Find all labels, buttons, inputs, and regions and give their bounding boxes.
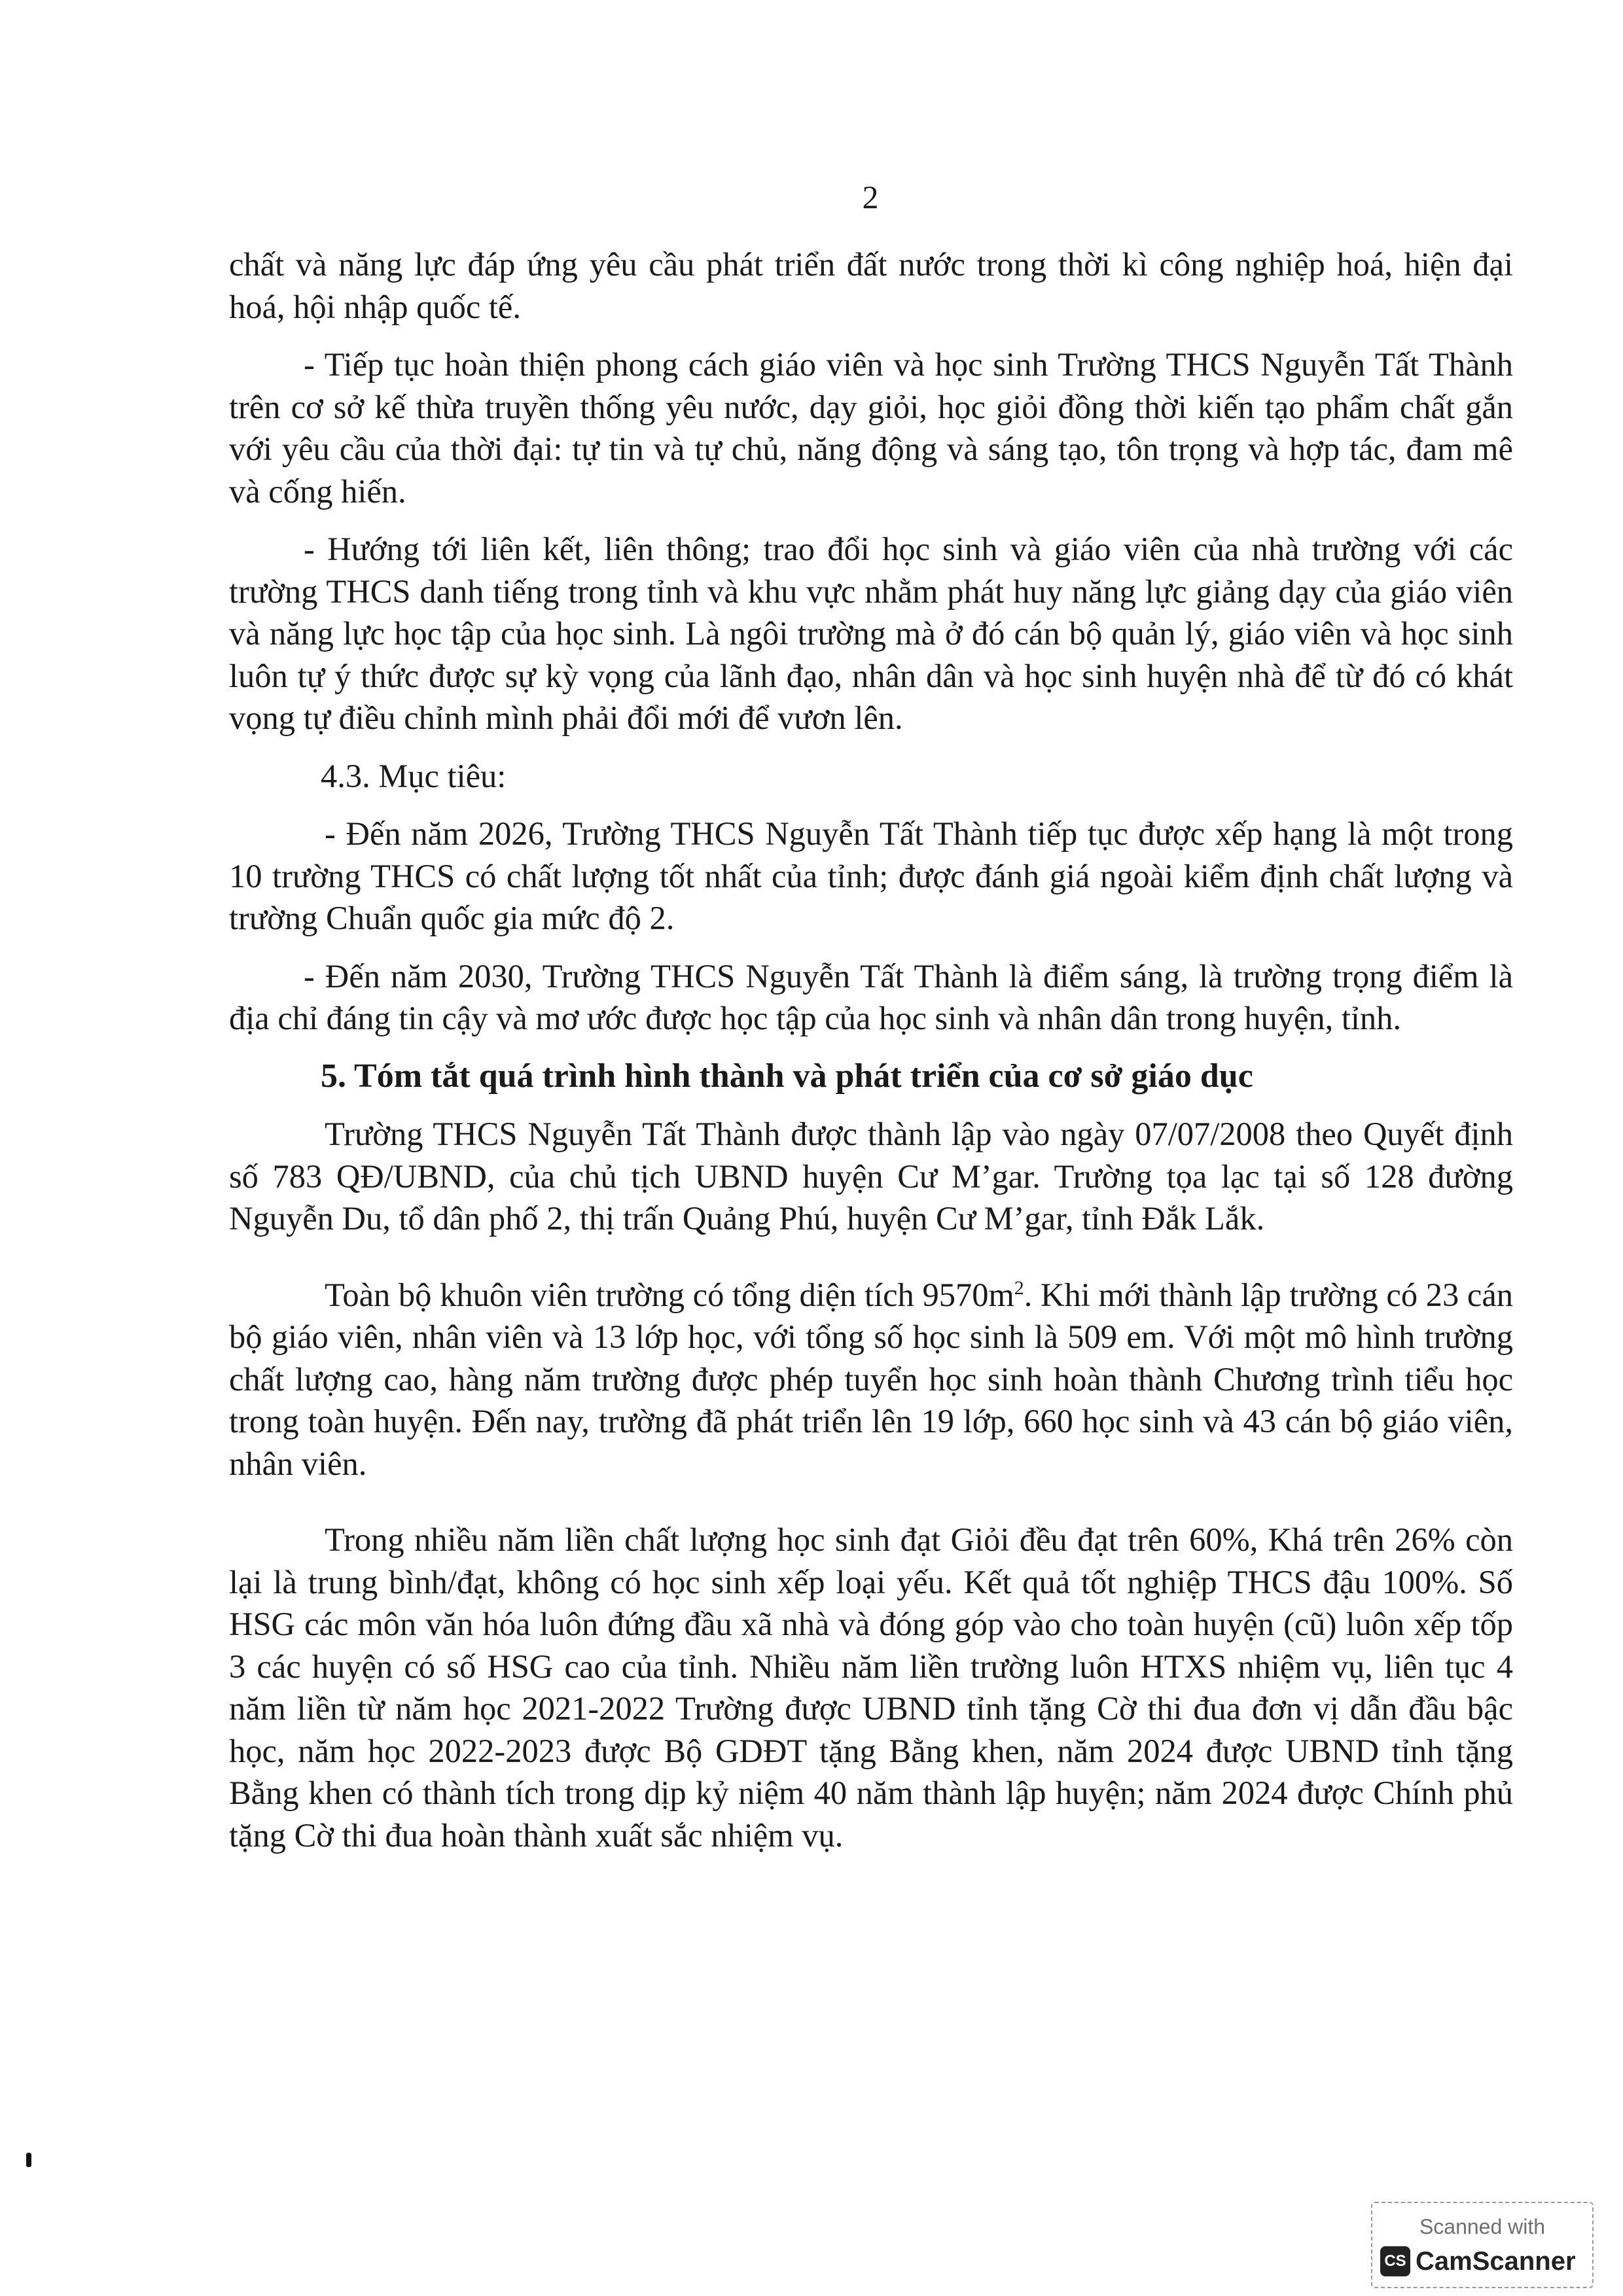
paragraph-goal-2030: - Đến năm 2030, Trường THCS Nguyễn Tất Thành là điểm sáng, là trường trọng điểm là địa chỉ đáng tin cậy và mơ ước được học tập của học sinh và nhân dân trong huyện, tỉnh.: [229, 957, 1513, 1036]
campus-text-a: Toàn bộ khuôn viên trường có tổng diện tích 9570m: [325, 1276, 1014, 1313]
campus-text-b: . Khi mới thành lập trường có 23 cán bộ giáo viên, nhân viên và 13 lớp học, với tổng số học sinh là 509 em. Với một mô hình trường chất lượng cao, hàng năm trường được phép tuyển học sinh hoàn thành Chương trình tiểu học trong toàn huyện. Đến nay, trường đã phát triển lên 19 lớp, 660 học sinh và 43 cán bộ giáo viên, nhân viên.: [229, 1276, 1513, 1482]
paragraph-achievements: Trong nhiều năm liền chất lượng học sinh đạt Giỏi đều đạt trên 60%, Khá trên 26% còn lại là trung bình/đạt, không có học sinh xếp loại yếu. Kết quả tốt nghiệp THCS đậu 100%. Số HSG các môn văn hóa luôn đứng đầu xã nhà và đóng góp vào cho toàn huyện (cũ) luôn xếp tốp 3 các huyện có số HSG cao của tỉnh. Nhiều năm liền trường luôn HTXS nhiệm vụ, liên tục 4 năm liền từ năm học 2021-2022 Trường được UBND tỉnh tặng Cờ thi đua đơn vị dẫn đầu bậc học, năm học 2022-2023 được Bộ GDĐT tặng Bằng khen, năm 2024 được UBND tỉnh tặng Bằng khen có thành tích trong dịp kỷ niệm 40 năm thành lập huyện; năm 2024 được Chính phủ tặng Cờ thi đua hoàn thành xuất sắc nhiệm vụ.: [229, 1521, 1513, 1854]
paragraph-founding: Trường THCS Nguyễn Tất Thành được thành lập vào ngày 07/07/2008 theo Quyết định số 783 QĐ/UBND, của chủ tịch UBND huyện Cư M’gar. Trường tọa lạc tại số 128 đường Nguyễn Du, tổ dân phố 2, thị trấn Quảng Phú, huyện Cư M’gar, tỉnh Đắk Lắk.: [229, 1116, 1513, 1237]
scanned-with-label: Scanned with: [1419, 2215, 1546, 2238]
paragraph-teacher-student-style: - Tiếp tục hoàn thiện phong cách giáo viên và học sinh Trường THCS Nguyễn Tất Thành trên cơ sở kế thừa truyền thống yêu nước, dạy giỏi, học giỏi đồng thời kiến tạo phẩm chất gắn với yêu cầu của thời đại: tự tin và tự chủ, năng động và sáng tạo, tôn trọng và hợp tác, đam mê và cống hiến.: [229, 346, 1513, 510]
paragraph-goal-2026: - Đến năm 2026, Trường THCS Nguyễn Tất Thành tiếp tục được xếp hạng là một trong 10 trường THCS có chất lượng tốt nhất của tỉnh; được đánh giá ngoài kiểm định chất lượng và trường Chuẩn quốc gia mức độ 2.: [229, 815, 1513, 936]
scan-artifact-mark: [26, 2153, 31, 2167]
camscanner-logo-icon: CS: [1380, 2246, 1410, 2276]
area-unit-superscript: 2: [1014, 1277, 1024, 1299]
paragraph-linkage: - Hướng tới liên kết, liên thông; trao đổi học sinh và giáo viên của nhà trường với các trường THCS danh tiếng trong tỉnh và khu vực nhằm phát huy năng lực giảng dạy của giáo viên và năng lực học tập của học sinh. Là ngôi trường mà ở đó cán bộ quản lý, giáo viên và học sinh luôn tự ý thức được sự kỳ vọng của lãnh đạo, nhân dân và học sinh huyện nhà để từ đó có khát vọng tự điều chỉnh mình phải đổi mới để vươn lên.: [229, 531, 1513, 736]
camscanner-brand-name: CamScanner: [1416, 2246, 1576, 2276]
heading-history: 5. Tóm tắt quá trình hình thành và phát triển của cơ sở giáo dục: [321, 1057, 1253, 1095]
document-body: [229, 243, 1513, 1856]
heading-objectives: 4.3. Mục tiêu:: [321, 757, 507, 794]
camscanner-watermark: [1371, 2202, 1594, 2288]
paragraph-continuation: chất và năng lực đáp ứng yêu cầu phát triển đất nước trong thời kì công nghiệp hoá, hiện đại hoá, hội nhập quốc tế.: [229, 246, 1513, 325]
camscanner-brand-row: [1380, 2246, 1576, 2276]
paragraph-campus: [229, 1274, 1513, 1485]
page-number: 2: [862, 179, 879, 215]
